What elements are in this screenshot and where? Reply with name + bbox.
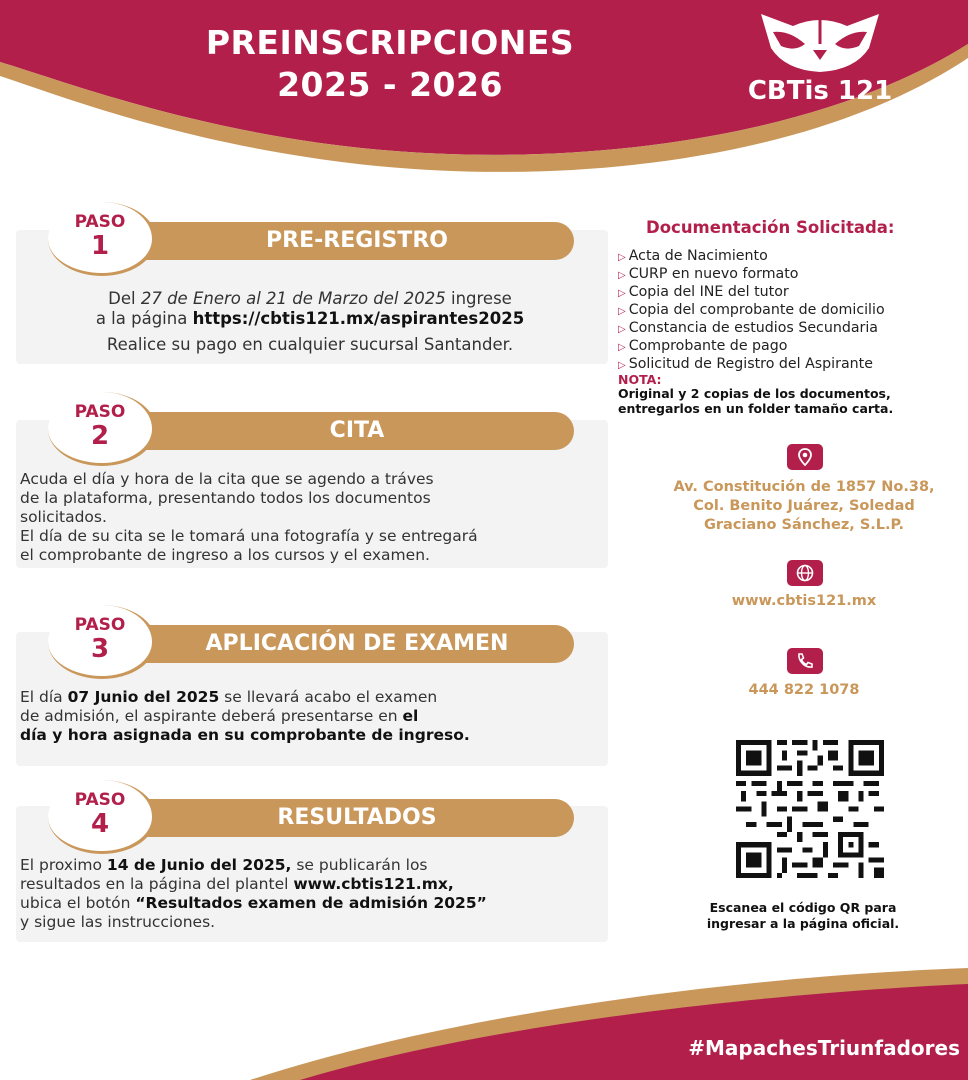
- results-link[interactable]: www.cbtis121.mx,: [293, 875, 454, 893]
- globe-icon: [787, 560, 823, 586]
- list-item: ▷ CURP en nuevo formato: [618, 266, 799, 282]
- address: Av. Constitución de 1857 No.38, Col. Benito Juárez, Soledad Graciano Sánchez, S.L.P.: [673, 479, 935, 533]
- step-number: 3: [90, 634, 110, 664]
- logo-text: CBTis 121: [747, 76, 893, 106]
- step-word: PASO: [74, 790, 126, 810]
- documents-list: [618, 248, 885, 374]
- list-item: ▷ Solicitud de Registro del Aspirante: [618, 356, 873, 372]
- step-word: PASO: [74, 615, 126, 635]
- raccoon-logo-icon: [755, 10, 885, 74]
- triangle-bullet-icon: ▷: [618, 270, 626, 281]
- qr-code[interactable]: [736, 740, 884, 878]
- phone-number[interactable]: 444 822 1078: [748, 682, 860, 698]
- triangle-bullet-icon: ▷: [618, 324, 626, 335]
- list-item: ▷ Comprobante de pago: [618, 338, 788, 354]
- triangle-bullet-icon: ▷: [618, 342, 626, 353]
- step-number: 4: [90, 809, 110, 839]
- triangle-bullet-icon: ▷: [618, 252, 626, 263]
- page-title: [120, 22, 660, 106]
- step-4-text: El proximo 14 de Junio del 2025, se publicarán los resultados en la página del plantel www.cbtis121.mx, ubica el botón “Resultados examen de admisión 2025” y sigue las instrucciones.: [20, 856, 487, 931]
- title-line-2: 2025 - 2026: [277, 65, 503, 104]
- documents-title: Documentación Solicitada:: [646, 218, 895, 237]
- step-1-text: Del 27 de Enero al 21 de Marzo del 2025 ingrese a la página https://cbtis121.mx/aspirantes2025 Realice su pago en cualquier sucursal Santander.: [95, 289, 525, 354]
- triangle-bullet-icon: ▷: [618, 306, 626, 317]
- step-number: 1: [90, 231, 110, 261]
- step-2-text: Acuda el día y hora de la cita que se agendo a tráves de la plataforma, presentando todos los documentos solicitados. El día de su cita se le tomará una fotografía y se entregará el comprobante de ingreso a los cursos y el examen.: [20, 470, 478, 564]
- step-3-text: El día 07 Junio del 2025 se llevará acabo el examen de admisión, el aspirante deberá presentarse en el día y hora asignada en su comprobante de ingreso.: [20, 688, 470, 744]
- step-1-badge: [48, 202, 156, 276]
- list-item: ▷ Constancia de estudios Secundaria: [618, 320, 879, 336]
- registration-link[interactable]: https://cbtis121.mx/aspirantes2025: [192, 309, 525, 328]
- title-line-1: PREINSCRIPCIONES: [205, 23, 575, 62]
- step-2-banner: CITA: [70, 412, 574, 450]
- list-item: ▷ Copia del INE del tutor: [618, 284, 789, 300]
- list-item: ▷ Copia del comprobante de domicilio: [618, 302, 885, 318]
- step-4-badge: [48, 780, 156, 854]
- list-item: ▷ Acta de Nacimiento: [618, 248, 768, 264]
- note-title: NOTA:: [618, 372, 662, 387]
- hashtag: #MapachesTriunfadores: [688, 1036, 960, 1060]
- step-1-banner: PRE-REGISTRO: [70, 222, 574, 260]
- step-3-banner: APLICACIÓN DE EXAMEN: [70, 625, 574, 663]
- phone-icon: [787, 648, 823, 674]
- website-link[interactable]: www.cbtis121.mx: [731, 593, 877, 609]
- triangle-bullet-icon: ▷: [618, 360, 626, 371]
- step-number: 2: [90, 421, 110, 451]
- step-3-badge: [48, 605, 156, 679]
- location-pin-icon: [787, 444, 823, 470]
- step-word: PASO: [74, 212, 126, 232]
- step-4-banner: RESULTADOS: [70, 799, 574, 837]
- triangle-bullet-icon: ▷: [618, 288, 626, 299]
- qr-caption: Escanea el código QR para ingresar a la página oficial.: [706, 900, 900, 931]
- note-text: Original y 2 copias de los documentos, entregarlos en un folder tamaño carta.: [618, 386, 894, 416]
- step-2-badge: [48, 392, 156, 466]
- step-word: PASO: [74, 402, 126, 422]
